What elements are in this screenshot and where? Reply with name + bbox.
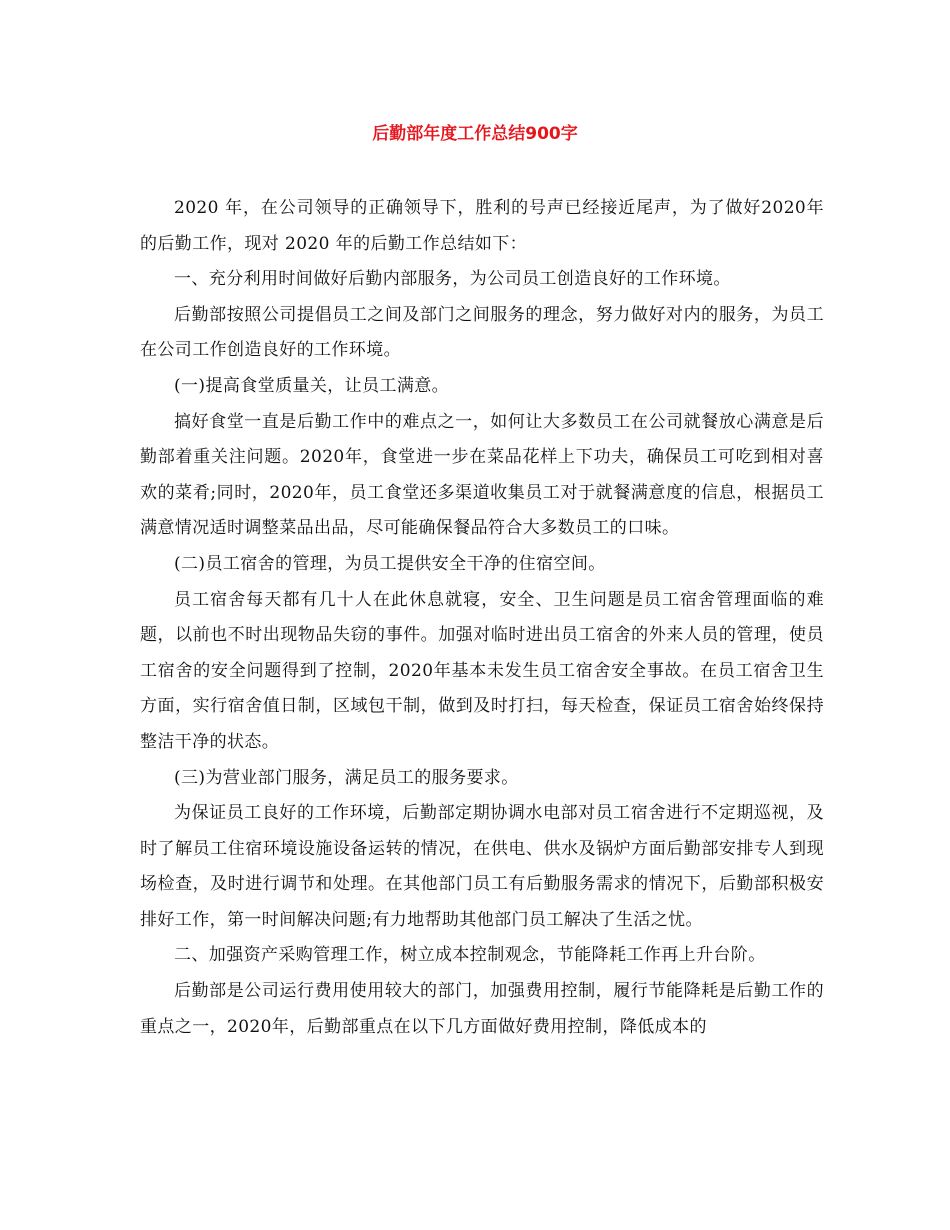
paragraph: 搞好食堂一直是后勤工作中的难点之一，如何让大多数员工在公司就餐放心满意是后勤部着重关注问题。2020年，食堂进一步在菜品花样上下功夫，确保员工可吃到相对喜欢的菜肴;同时，2020年，员工食堂还多渠道收集员工对于就餐满意度的信息，根据员工满意情况适时调整菜品出品，尽可能确保餐品符合大多数员工的口味。 [140,411,824,539]
paragraph: 后勤部是公司运行费用使用较大的部门，加强费用控制，履行节能降耗是后勤工作的重点之一，2020年，后勤部重点在以下几方面做好费用控制，降低成本的 [140,981,824,1037]
document-title: 后勤部年度工作总结900字 [372,124,578,144]
paragraph-intro: 2020 年，在公司领导的正确领导下，胜利的号声已经接近尾声，为了做好2020年的后勤工作，现对 2020 年的后勤工作总结如下： [140,198,824,254]
section-heading-2: 二、加强资产采购管理工作，树立成本控制观念，节能降耗工作再上升台阶。 [174,945,766,966]
subsection-heading-2: (二)员工宿舍的管理，为员工提供安全干净的住宿空间。 [174,553,606,574]
document-body [140,191,824,1045]
paragraph: 员工宿舍每天都有几十人在此休息就寝，安全、卫生问题是员工宿舍管理面临的难题，以前也不时出现物品失窃的事件。加强对临时进出员工宿舍的外来人员的管理，使员工宿舍的安全问题得到了控制，2020年基本未发生员工宿舍安全事故。在员工宿舍卫生方面，实行宿舍值日制，区域包干制，做到及时打扫，每天检查，保证员工宿舍始终保持整洁干净的状态。 [140,589,824,752]
paragraph: 后勤部按照公司提倡员工之间及部门之间服务的理念，努力做好对内的服务，为员工在公司工作创造良好的工作环境。 [140,304,824,361]
section-heading-1: 一、充分利用时间做好后勤内部服务，为公司员工创造良好的工作环境。 [174,269,731,290]
paragraph: 为保证员工良好的工作环境，后勤部定期协调水电部对员工宿舍进行不定期巡视，及时了解员工住宿环境设施设备运转的情况，在供电、供水及锅炉方面后勤部安排专人到现场检查，及时进行调节和处理。在其他部门员工有后勤服务需求的情况下，后勤部积极安排好工作，第一时间解决问题;有力地帮助其他部门员工解决了生活之忧。 [140,803,824,930]
subsection-heading-1: (一)提高食堂质量关，让员工满意。 [174,375,450,396]
subsection-heading-3: (三)为营业部门服务，满足员工的服务要求。 [174,767,519,788]
